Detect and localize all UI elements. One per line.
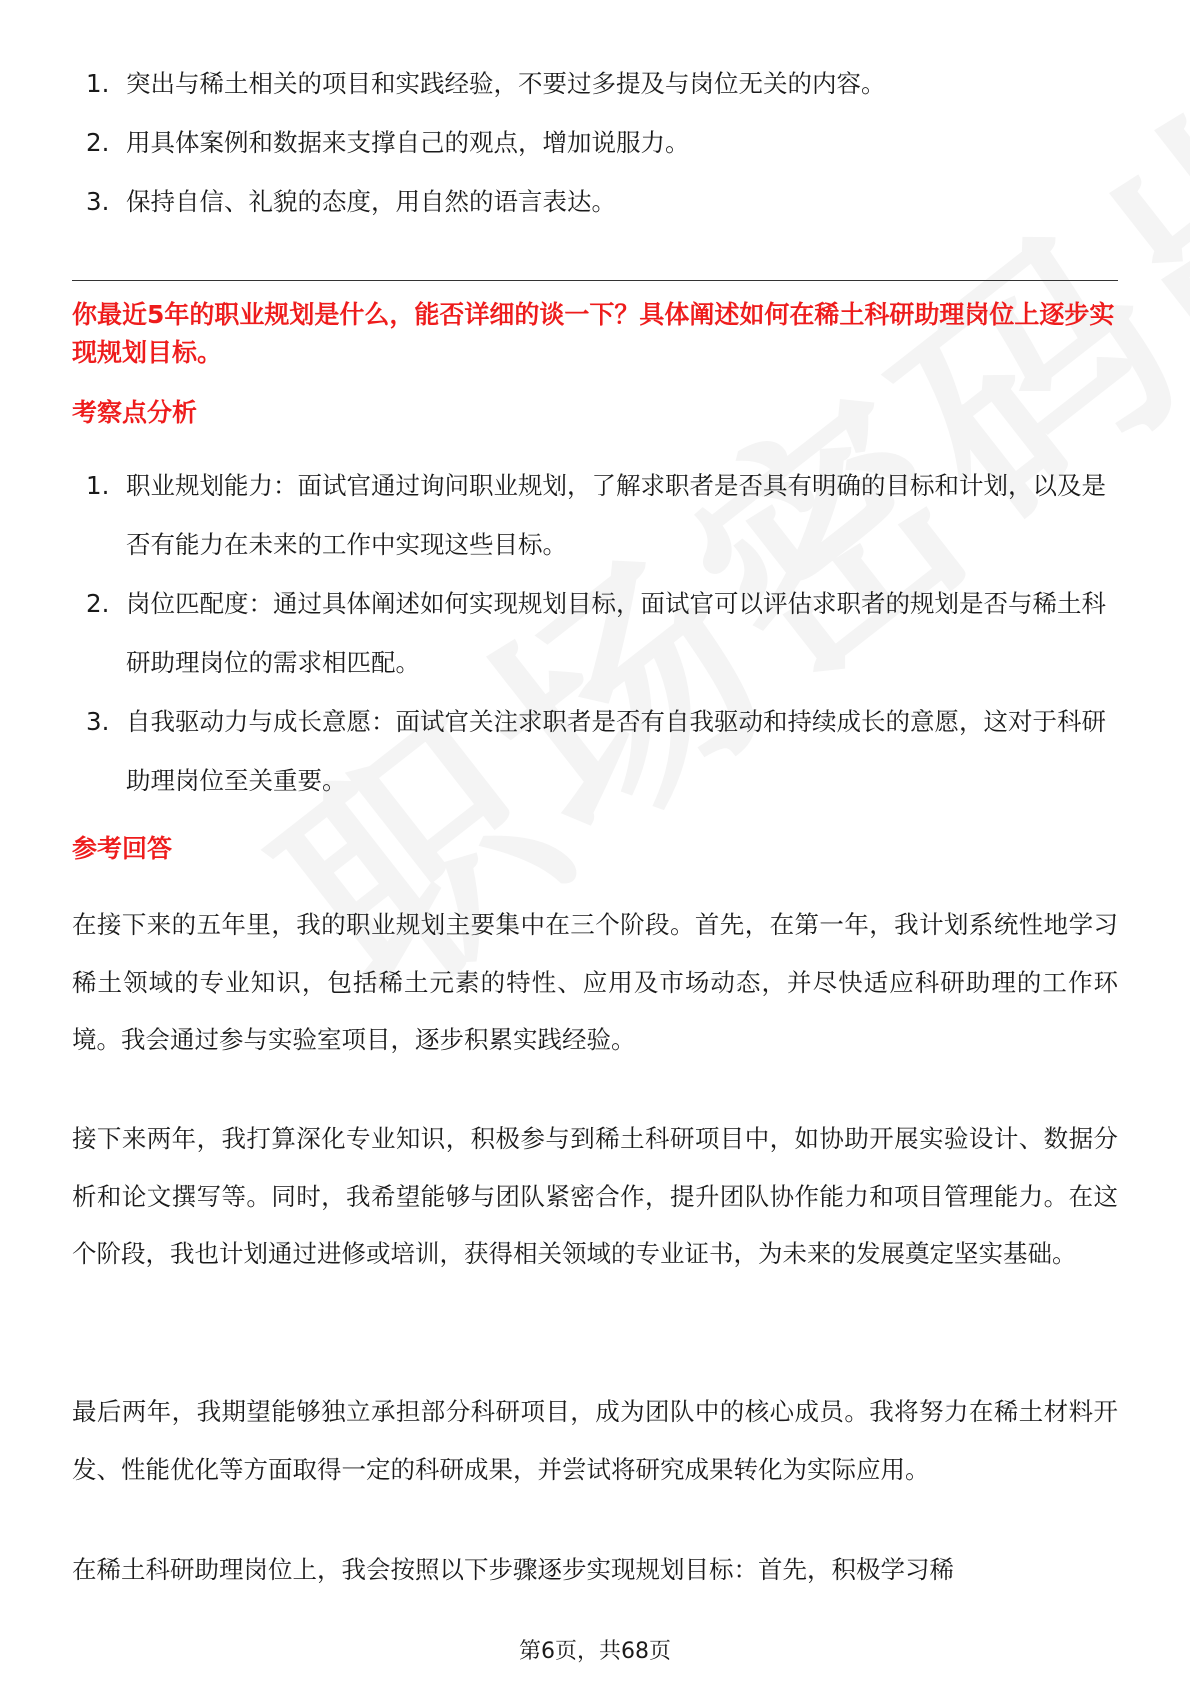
answer-paragraph: 接下来两年，我打算深化专业知识，积极参与到稀土科研项目中，如协助开展实验设计、数据分析和论文撰写等。同时，我希望能够与团队紧密合作，提升团队协作能力和项目管理能力。在这个阶段，我也计划通过进修或培训，获得相关领域的专业证书，为未来的发展奠定坚实基础。 xyxy=(72,1124,1118,1268)
analysis-list xyxy=(72,456,1118,810)
list-number: 1. xyxy=(86,471,110,500)
list-text: 用具体案例和数据来支撑自己的观点，增加说服力。 xyxy=(126,128,690,157)
list-number: 1. xyxy=(86,69,110,98)
answer-paragraph: 最后两年，我期望能够独立承担部分科研项目，成为团队中的核心成员。我将努力在稀土材料开发、性能优化等方面取得一定的科研成果，并尝试将研究成果转化为实际应用。 xyxy=(72,1397,1118,1484)
document-page xyxy=(72,0,1118,1684)
list-text: 突出与稀土相关的项目和实践经验，不要过多提及与岗位无关的内容。 xyxy=(126,69,886,98)
list-item xyxy=(72,172,1118,231)
list-text: 自我驱动力与成长意愿：面试官关注求职者是否有自我驱动和持续成长的意愿，这对于科研助理岗位至关重要。 xyxy=(126,707,1106,795)
answer-heading: 参考回答 xyxy=(72,834,173,863)
section-divider xyxy=(72,280,1118,281)
interview-question: 你最近5年的职业规划是什么，能否详细的谈一下？具体阐述如何在稀土科研助理岗位上逐步实现规划目标。 xyxy=(72,300,1115,367)
list-item xyxy=(72,574,1118,692)
list-text: 岗位匹配度：通过具体阐述如何实现规划目标，面试官可以评估求职者的规划是否与稀土科研助理岗位的需求相匹配。 xyxy=(126,589,1106,677)
list-text: 职业规划能力：面试官通过询问职业规划，了解求职者是否具有明确的目标和计划，以及是否有能力在未来的工作中实现这些目标。 xyxy=(126,471,1106,559)
answer-paragraph: 在稀土科研助理岗位上，我会按照以下步骤逐步实现规划目标：首先，积极学习稀 xyxy=(72,1555,954,1584)
list-number: 3. xyxy=(86,707,110,736)
page-footer: 第6页，共68页 xyxy=(519,1639,671,1664)
list-number: 2. xyxy=(86,589,110,618)
list-text: 保持自信、礼貌的态度，用自然的语言表达。 xyxy=(126,187,616,216)
analysis-heading: 考察点分析 xyxy=(72,398,198,427)
tips-list xyxy=(72,54,1118,231)
answer-paragraph: 在接下来的五年里，我的职业规划主要集中在三个阶段。首先，在第一年，我计划系统性地学习稀土领域的专业知识，包括稀土元素的特性、应用及市场动态，并尽快适应科研助理的工作环境。我会通过参与实验室项目，逐步积累实践经验。 xyxy=(72,910,1118,1054)
list-number: 2. xyxy=(86,128,110,157)
list-item xyxy=(72,113,1118,172)
list-item xyxy=(72,456,1118,574)
list-item xyxy=(72,692,1118,810)
list-item xyxy=(72,54,1118,113)
list-number: 3. xyxy=(86,187,110,216)
